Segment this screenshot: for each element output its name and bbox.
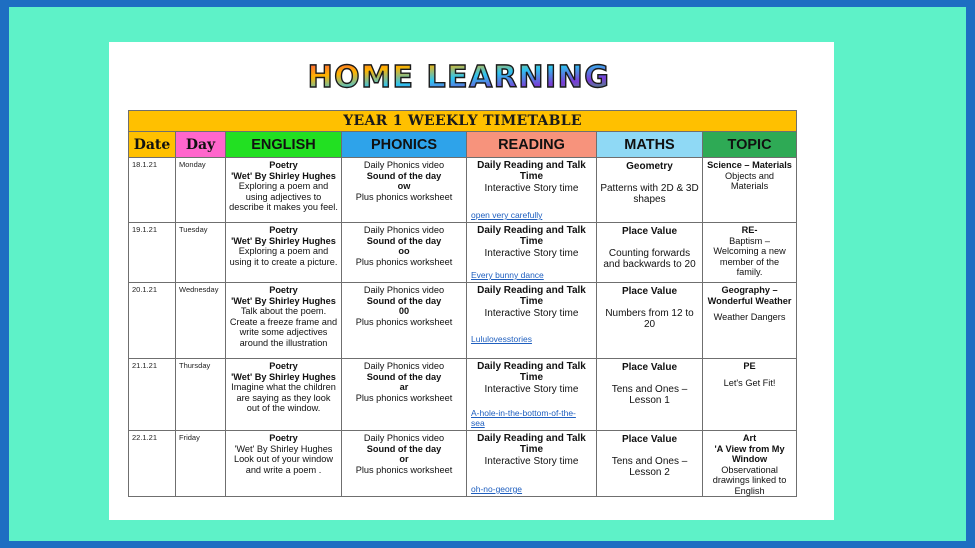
maths-cell <box>597 158 703 223</box>
topic-title: 'A View from My Window <box>714 443 785 464</box>
reading-cell <box>467 158 597 223</box>
topic-subject: Art <box>742 433 757 443</box>
phonics-worksheet: Plus phonics worksheet <box>355 464 453 475</box>
date-cell: 21.1.21 <box>129 359 176 431</box>
english-cell <box>226 158 342 223</box>
phonics-video: Daily Phonics video <box>363 433 445 443</box>
weekly-timetable <box>128 110 797 497</box>
day-cell: Tuesday <box>176 223 226 283</box>
home-learning-title <box>307 58 611 96</box>
date-cell: 19.1.21 <box>129 223 176 283</box>
day-cell: Thursday <box>176 359 226 431</box>
reading-title: Daily Reading and Talk Time <box>477 225 586 247</box>
header-english: ENGLISH <box>226 132 342 158</box>
maths-unit: Place Value <box>621 286 678 297</box>
topic-task: Observational drawings linked to English <box>712 464 787 496</box>
reading-story: Interactive Story time <box>484 384 579 395</box>
day-cell: Monday <box>176 158 226 223</box>
topic-subject: RE- <box>741 225 758 235</box>
phonics-sound-label: Sound of the day <box>366 371 442 382</box>
maths-task: Patterns with 2D & 3D shapes <box>600 182 699 205</box>
topic-cell <box>703 431 797 497</box>
topic-subject: Geography – Wonderful Weather <box>707 285 792 306</box>
phonics-video: Daily Phonics video <box>363 225 445 235</box>
english-cell <box>226 359 342 431</box>
phonics-sound-label: Sound of the day <box>366 170 442 181</box>
english-unit: Poetry <box>269 225 298 235</box>
maths-cell <box>597 283 703 359</box>
maths-cell <box>597 223 703 283</box>
topic-task: Let's Get Fit! <box>723 377 776 388</box>
phonics-sound: oo <box>398 246 410 256</box>
day-cell: Friday <box>176 431 226 497</box>
reading-cell <box>467 223 597 283</box>
phonics-sound-label: Sound of the day <box>366 235 442 246</box>
english-task: Look out of your window and write a poem . <box>233 454 334 475</box>
english-text: 'Wet' By Shirley Hughes <box>231 295 336 306</box>
reading-cell <box>467 431 597 497</box>
topic-cell <box>703 283 797 359</box>
maths-cell <box>597 431 703 497</box>
maths-unit: Place Value <box>621 362 678 373</box>
topic-subject: Science – Materials <box>707 160 792 170</box>
phonics-cell <box>342 431 467 497</box>
day-cell: Wednesday <box>176 283 226 359</box>
reading-link[interactable]: Lululovesstories <box>471 334 532 344</box>
phonics-sound: ow <box>397 181 411 191</box>
date-cell: 20.1.21 <box>129 283 176 359</box>
date-cell: 18.1.21 <box>129 158 176 223</box>
phonics-cell <box>342 158 467 223</box>
phonics-worksheet: Plus phonics worksheet <box>355 316 453 327</box>
phonics-video: Daily Phonics video <box>363 285 445 295</box>
phonics-sound: 00 <box>398 306 410 316</box>
header-maths: MATHS <box>597 132 703 158</box>
phonics-worksheet: Plus phonics worksheet <box>355 191 453 202</box>
maths-task: Counting forwards and backwards to 20 <box>603 247 696 270</box>
phonics-cell <box>342 283 467 359</box>
header-reading: READING <box>467 132 597 158</box>
english-unit: Poetry <box>269 433 298 443</box>
header-topic: TOPIC <box>703 132 797 158</box>
english-task: Exploring a poem and using it to create a picture. <box>229 246 338 267</box>
topic-cell <box>703 223 797 283</box>
phonics-sound-label: Sound of the day <box>366 443 442 454</box>
reading-title: Daily Reading and Talk Time <box>477 433 586 455</box>
phonics-worksheet: Plus phonics worksheet <box>355 392 453 403</box>
home-learning-title-text: HOME LEARNING <box>307 60 611 95</box>
english-text: 'Wet' By Shirley Hughes <box>231 371 336 382</box>
phonics-video: Daily Phonics video <box>363 361 445 371</box>
header-phonics: PHONICS <box>342 132 467 158</box>
english-cell <box>226 223 342 283</box>
maths-unit: Place Value <box>621 434 678 445</box>
topic-task: Baptism – Welcoming a new member of the family. <box>713 235 786 277</box>
reading-link[interactable]: A-hole-in-the-bottom-of-the-sea <box>471 408 576 428</box>
reading-link[interactable]: Every bunny dance <box>471 270 544 280</box>
reading-story: Interactive Story time <box>484 456 579 467</box>
reading-cell <box>467 283 597 359</box>
english-text: 'Wet' By Shirley Hughes <box>231 235 336 246</box>
phonics-sound-label: Sound of the day <box>366 295 442 306</box>
maths-cell <box>597 359 703 431</box>
english-cell <box>226 283 342 359</box>
table-row <box>129 359 797 431</box>
maths-unit: Geometry <box>626 161 673 172</box>
reading-link[interactable]: open very carefully <box>471 210 543 220</box>
table-row <box>129 158 797 223</box>
phonics-cell <box>342 359 467 431</box>
table-row <box>129 223 797 283</box>
header-date: Date <box>129 132 176 158</box>
phonics-cell <box>342 223 467 283</box>
english-task: Talk about the poem. Create a freeze frame and write some adjectives around the illustration <box>229 306 338 348</box>
topic-task: Objects and Materials <box>725 170 775 191</box>
reading-title: Daily Reading and Talk Time <box>477 361 586 383</box>
topic-task: Weather Dangers <box>713 312 786 322</box>
topic-subject: PE <box>743 361 756 371</box>
english-cell <box>226 431 342 497</box>
english-unit: Poetry <box>269 160 298 170</box>
table-row <box>129 431 797 497</box>
maths-task: Numbers from 12 to 20 <box>605 307 694 330</box>
maths-task: Tens and Ones – Lesson 2 <box>611 455 688 478</box>
table-title: YEAR 1 WEEKLY TIMETABLE <box>129 111 797 132</box>
phonics-sound: or <box>399 454 409 464</box>
phonics-sound: ar <box>399 382 409 392</box>
reading-link[interactable]: oh-no-george <box>471 484 523 494</box>
topic-cell <box>703 359 797 431</box>
timetable-sheet <box>109 42 834 520</box>
reading-title: Daily Reading and Talk Time <box>477 285 586 307</box>
topic-cell <box>703 158 797 223</box>
date-cell: 22.1.21 <box>129 431 176 497</box>
english-text: 'Wet' By Shirley Hughes <box>231 170 336 181</box>
phonics-worksheet: Plus phonics worksheet <box>355 256 453 267</box>
header-day: Day <box>176 132 226 158</box>
maths-task: Tens and Ones – Lesson 1 <box>611 383 688 406</box>
english-unit: Poetry <box>269 285 298 295</box>
reading-story: Interactive Story time <box>484 308 579 319</box>
reading-cell <box>467 359 597 431</box>
english-task: Imagine what the children are saying as they look out of the window. <box>231 382 336 413</box>
maths-unit: Place Value <box>621 226 678 237</box>
phonics-video: Daily Phonics video <box>363 160 445 170</box>
home-learning-title-art <box>307 58 611 96</box>
table-row <box>129 283 797 359</box>
reading-title: Daily Reading and Talk Time <box>477 160 586 182</box>
english-task: Exploring a poem and using adjectives to describe it makes you feel. <box>229 181 338 212</box>
reading-story: Interactive Story time <box>484 183 579 194</box>
english-unit: Poetry <box>269 361 298 371</box>
english-text: 'Wet' By Shirley Hughes <box>234 443 333 454</box>
reading-story: Interactive Story time <box>484 248 579 259</box>
